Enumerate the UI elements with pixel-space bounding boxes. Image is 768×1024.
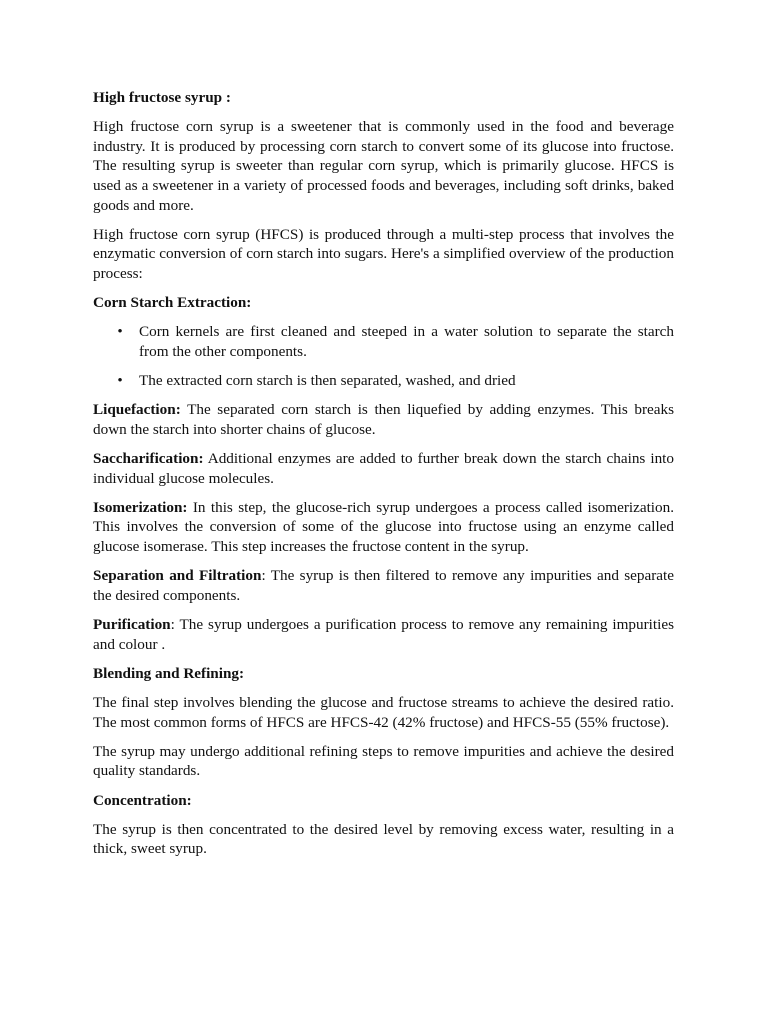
step-text: Additional enzymes are added to further break down the starch chains into individual glucose molecules.	[93, 450, 674, 487]
step-paragraph-purification	[93, 615, 674, 654]
document-title: High fructose syrup :	[93, 89, 231, 106]
step-term: Saccharification:	[93, 450, 204, 468]
step-paragraph-saccharification	[93, 449, 674, 488]
concentration-paragraph: The syrup is then concentrated to the desired level by removing excess water, resulting in a thick, sweet syrup.	[93, 820, 674, 858]
blending-paragraph: The final step involves blending the glucose and fructose streams to achieve the desired ratio. The most common forms of HFCS are HFCS-42 (42% fructose) and HFCS-55 (55% fructose).	[93, 693, 674, 731]
step-term: Purification	[93, 616, 171, 633]
step-term: Liquefaction:	[93, 401, 181, 419]
list-item	[93, 371, 674, 391]
blending-paragraph: The syrup may undergo additional refining steps to remove impurities and achieve the desired quality standards.	[93, 742, 674, 780]
list-item	[93, 322, 674, 361]
bullet-list	[93, 322, 674, 390]
bullet-icon: •	[117, 372, 123, 390]
step-text: In this step, the glucose-rich syrup undergoes a process called isomerization. This involves the conversion of some of the glucose into fructose using an enzyme called glucose isomerase. This step increases the fructose content in the syrup.	[93, 498, 674, 556]
step-paragraph-separation	[93, 566, 674, 605]
section-heading-corn-starch: Corn Starch Extraction:	[93, 294, 252, 312]
intro-paragraph: High fructose corn syrup (HFCS) is produced through a multi-step process that involves the enzymatic conversion of corn starch into sugars. Here's a simplified overview of the production process:	[93, 225, 674, 282]
section-heading-concentration: Concentration:	[93, 791, 192, 809]
section-heading-blending: Blending and Refining:	[93, 664, 245, 682]
step-paragraph-isomerization	[93, 498, 674, 557]
step-text: : The syrup is then filtered to remove any impurities and separate the desired components.	[93, 567, 674, 604]
intro-paragraph: High fructose corn syrup is a sweetener that is commonly used in the food and beverage industry. It is produced by processing corn starch to convert some of its glucose into fructose. The resulting syrup is sweeter than regular corn syrup, which is primarily glucose. HFCS is used as a sweetener in a variety of processed foods and beverages, including soft drinks, baked goods and more.	[93, 118, 674, 214]
bullet-icon: •	[117, 323, 123, 341]
step-term: Isomerization:	[93, 498, 188, 516]
step-term: Separation and Filtration	[93, 567, 262, 585]
step-text: The separated corn starch is then liquefied by adding enzymes. This breaks down the starch into shorter chains of glucose.	[93, 401, 674, 438]
step-paragraph-liquefaction	[93, 400, 674, 439]
step-text: : The syrup undergoes a purification process to remove any remaining impurities and colour .	[93, 616, 674, 653]
list-item-text: The extracted corn starch is then separated, washed, and dried	[139, 372, 516, 390]
list-item-text: Corn kernels are first cleaned and steeped in a water solution to separate the starch from the other components.	[139, 323, 674, 360]
document-page	[93, 88, 674, 869]
